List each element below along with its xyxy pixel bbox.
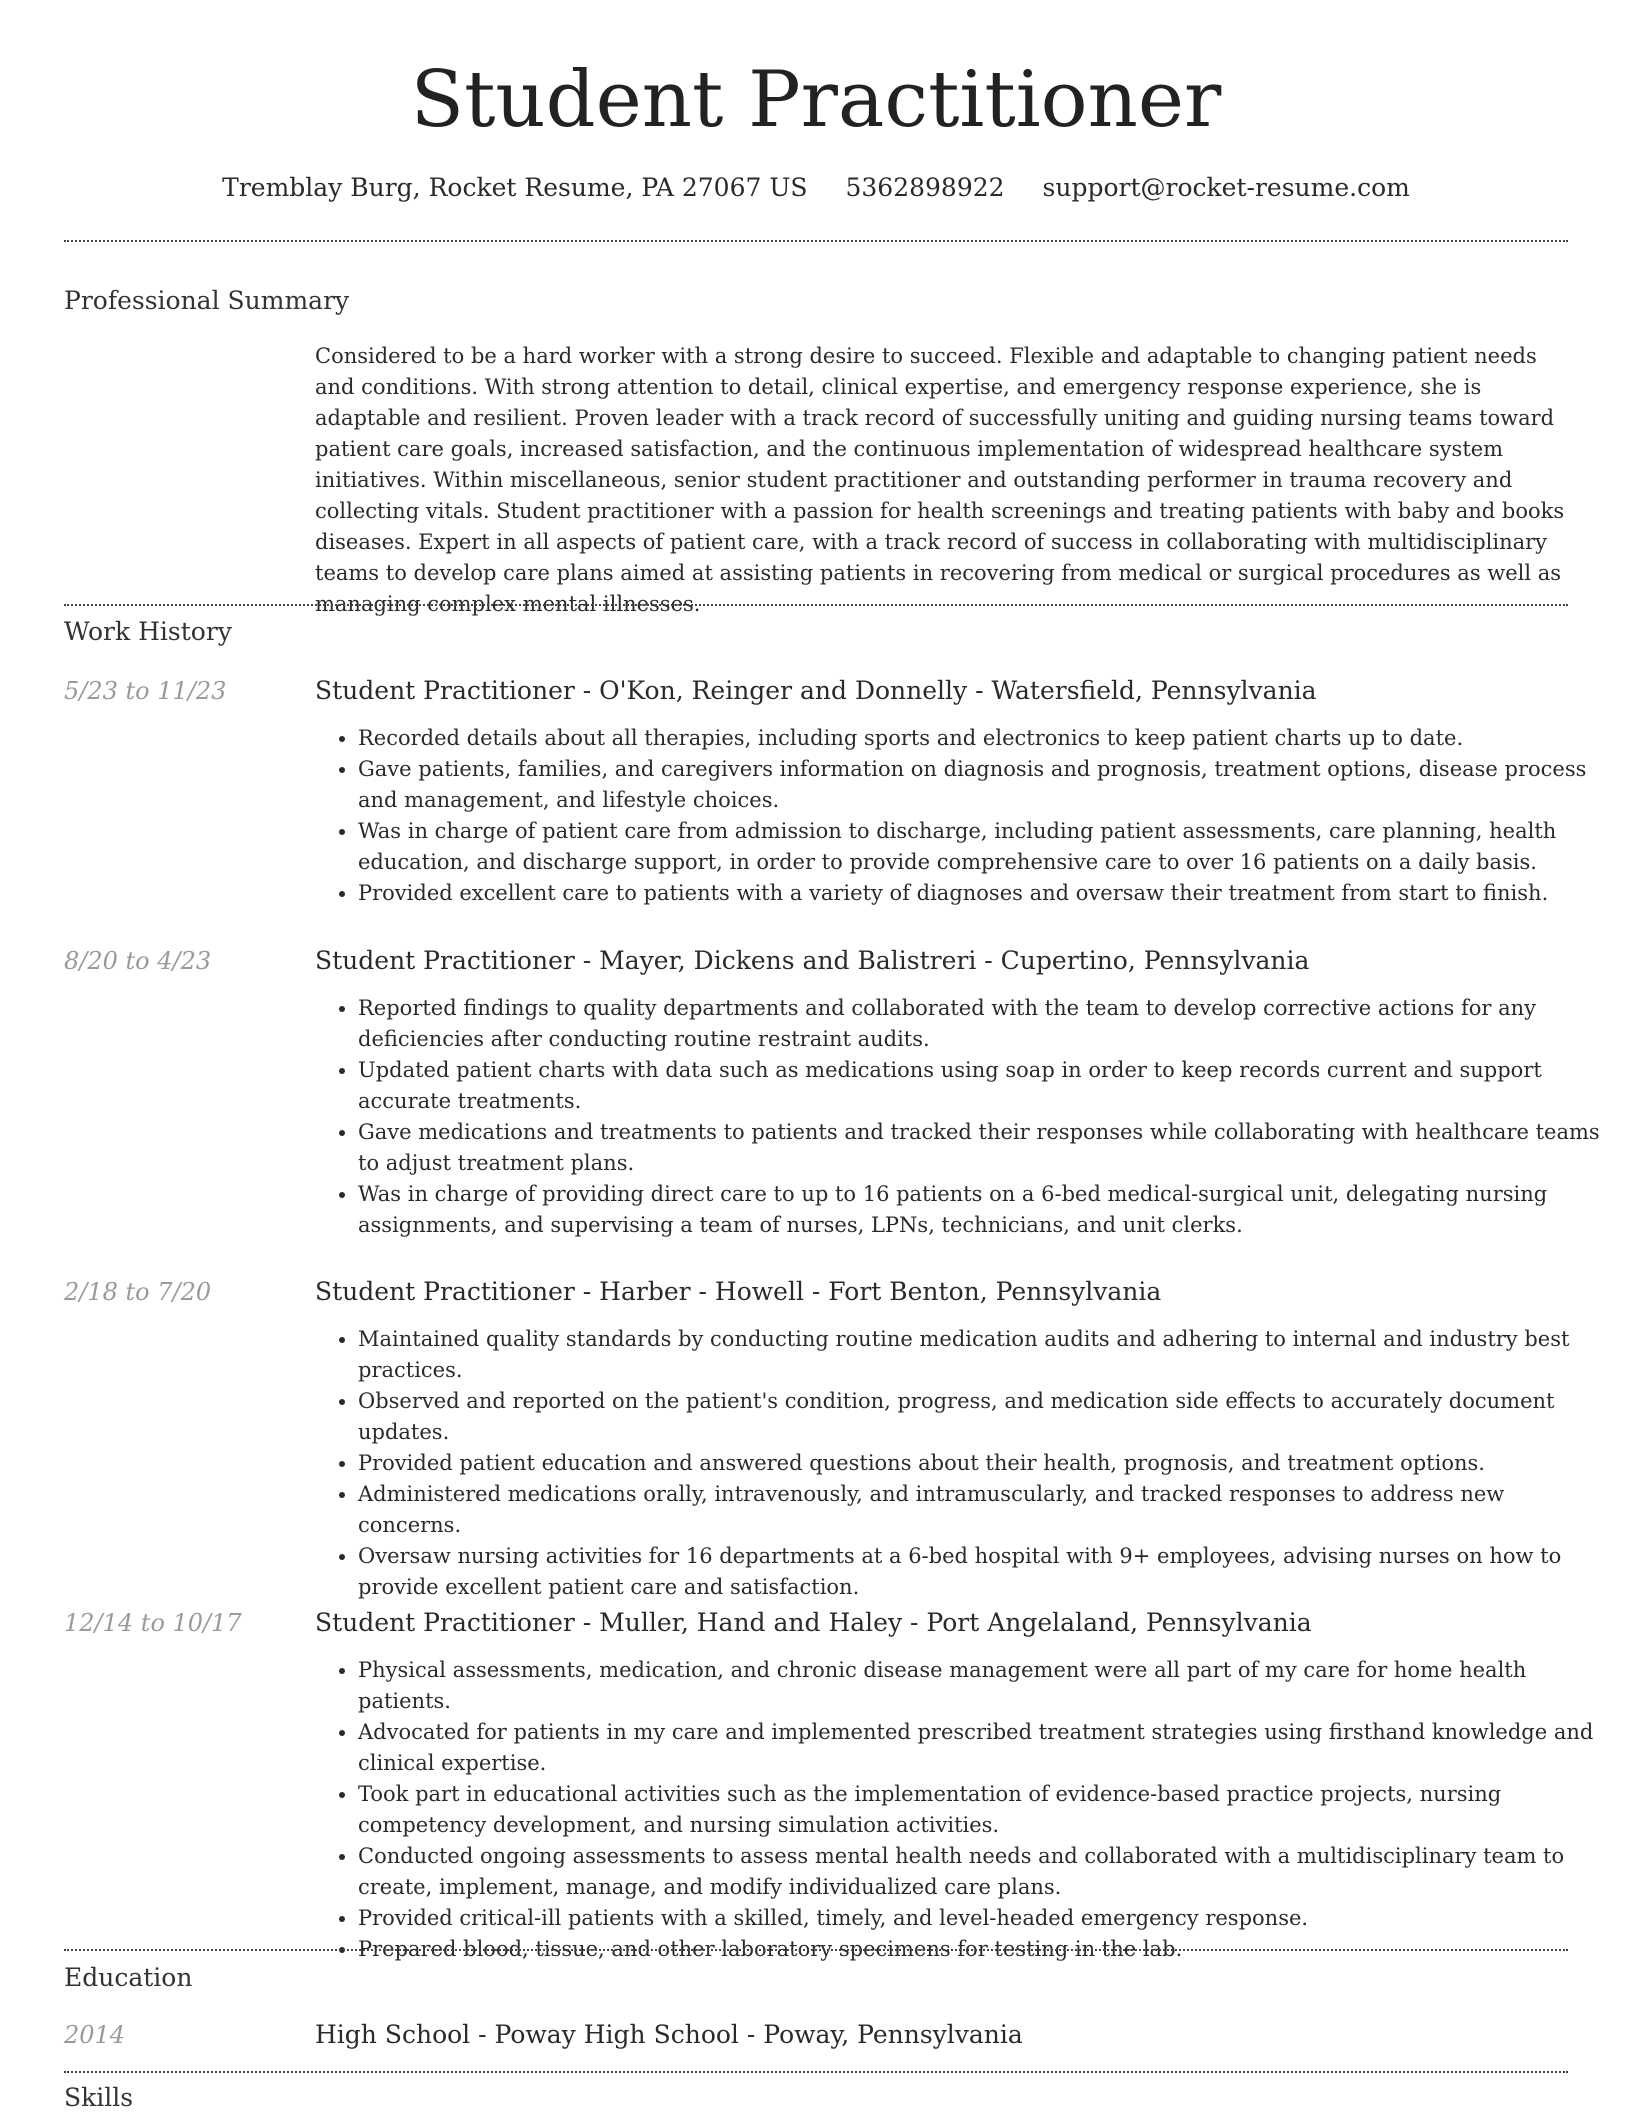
work-entry-bullets: [315, 1655, 1611, 1965]
education-heading: Education: [64, 1963, 193, 1992]
bullet-item: • Gave medications and treatments to patients and tracked their responses while collaborating with healthcare teams to adjust treatment plans.: [358, 1117, 1611, 1179]
skills-heading: Skills: [64, 2083, 134, 2112]
work-entry-dates: 8/20 to 4/23: [64, 947, 212, 975]
bullet-item: • Updated patient charts with data such as medications using soap in order to keep records current and support accurate treatments.: [358, 1055, 1611, 1117]
work-entry-dates: 12/14 to 10/17: [64, 1609, 242, 1637]
bullet-item: • Provided critical-ill patients with a skilled, timely, and level-headed emergency response.: [358, 1903, 1611, 1934]
section-divider: [64, 1949, 1568, 1951]
bullet-item: • Was in charge of providing direct care to up to 16 patients on a 6-bed medical-surgical unit, delegating nursing assignments, and supervising a team of nurses, LPNs, technicians, and unit clerks.: [358, 1179, 1611, 1241]
bullet-item: • Recorded details about all therapies, including sports and electronics to keep patient charts up to date.: [358, 723, 1611, 754]
bullet-item: • Maintained quality standards by conducting routine medication audits and adhering to internal and industry best practices.: [358, 1324, 1611, 1386]
section-divider: [64, 604, 1568, 606]
bullet-item: • Took part in educational activities such as the implementation of evidence-based practice projects, nursing competency development, and nursing simulation activities.: [358, 1779, 1611, 1841]
work-entry-title: Student Practitioner - Harber - Howell - Fort Benton, Pennsylvania: [315, 1277, 1162, 1306]
candidate-name: Student Practitioner: [410, 55, 1222, 145]
bullet-item: • Advocated for patients in my care and implemented prescribed treatment strategies using firsthand knowledge and clinical expertise.: [358, 1717, 1611, 1779]
bullet-item: • Gave patients, families, and caregivers information on diagnosis and prognosis, treatment options, disease process and management, and lifestyle choices.: [358, 754, 1611, 816]
bullet-item: • Provided patient education and answered questions about their health, prognosis, and treatment options.: [358, 1448, 1611, 1479]
contact-phone: 5362898922: [845, 173, 1005, 202]
work-entry-title: Student Practitioner - O'Kon, Reinger and Donnelly - Watersfield, Pennsylvania: [315, 676, 1317, 705]
bullet-item: • Was in charge of patient care from admission to discharge, including patient assessments, care planning, health education, and discharge support, in order to provide comprehensive care to over 16 patients on a daily basis.: [358, 816, 1611, 878]
section-divider: [64, 240, 1568, 242]
work-entry-dates: 2/18 to 7/20: [64, 1278, 212, 1306]
professional-summary-text: Considered to be a hard worker with a strong desire to succeed. Flexible and adaptable to changing patient needs and conditions. With strong attention to detail, clinical expertise, and emergency response experience, she is adaptable and resilient. Proven leader with a track record of successfully uniting and guiding nursing teams toward patient care goals, increased satisfaction, and the continuous implementation of widespread healthcare system initiatives. Within miscellaneous, senior student practitioner and outstanding performer in trauma recovery and collecting vitals. Student practitioner with a passion for health screenings and treating patients with baby and books diseases. Expert in all aspects of patient care, with a track record of success in collaborating with multidisciplinary teams to develop care plans aimed at assisting patients in recovering from medical or surgical procedures as well as managing complex mental illnesses.: [315, 344, 1565, 616]
bullet-item: • Physical assessments, medication, and chronic disease management were all part of my care for home health patients.: [358, 1655, 1611, 1717]
bullet-item: • Administered medications orally, intravenously, and intramuscularly, and tracked responses to address new concerns.: [358, 1479, 1611, 1541]
work-entry-bullets: [315, 723, 1611, 909]
work-entry-title: Student Practitioner - Mayer, Dickens and Balistreri - Cupertino, Pennsylvania: [315, 946, 1310, 975]
section-divider: [64, 2071, 1568, 2073]
work-entry-bullets: [315, 993, 1611, 1241]
bullet-item: • Provided excellent care to patients with a variety of diagnoses and oversaw their treatment from start to finish.: [358, 878, 1611, 909]
contact-email: support@rocket-resume.com: [1042, 173, 1410, 202]
education-year: 2014: [64, 2021, 126, 2049]
work-entry-bullets: [315, 1324, 1611, 1603]
bullet-item: • Prepared blood, tissue, and other laboratory specimens for testing in the lab.: [358, 1934, 1611, 1965]
contact-address: Tremblay Burg, Rocket Resume, PA 27067 US: [222, 173, 808, 202]
contact-line: [64, 172, 1568, 204]
bullet-item: • Conducted ongoing assessments to assess mental health needs and collaborated with a multidisciplinary team to create, implement, manage, and modify individualized care plans.: [358, 1841, 1611, 1903]
bullet-item: • Observed and reported on the patient's condition, progress, and medication side effects to accurately document updates.: [358, 1386, 1611, 1448]
work-entry-title: Student Practitioner - Muller, Hand and Haley - Port Angelaland, Pennsylvania: [315, 1608, 1312, 1637]
education-title: High School - Poway High School - Poway, Pennsylvania: [315, 2020, 1023, 2049]
bullet-item: • Reported findings to quality departments and collaborated with the team to develop corrective actions for any deficiencies after conducting routine restraint audits.: [358, 993, 1611, 1055]
bullet-item: • Oversaw nursing activities for 16 departments at a 6-bed hospital with 9+ employees, advising nurses on how to provide excellent patient care and satisfaction.: [358, 1541, 1611, 1603]
professional-summary-heading: Professional Summary: [64, 286, 350, 315]
work-entry-dates: 5/23 to 11/23: [64, 677, 227, 705]
work-history-heading: Work History: [64, 617, 232, 646]
